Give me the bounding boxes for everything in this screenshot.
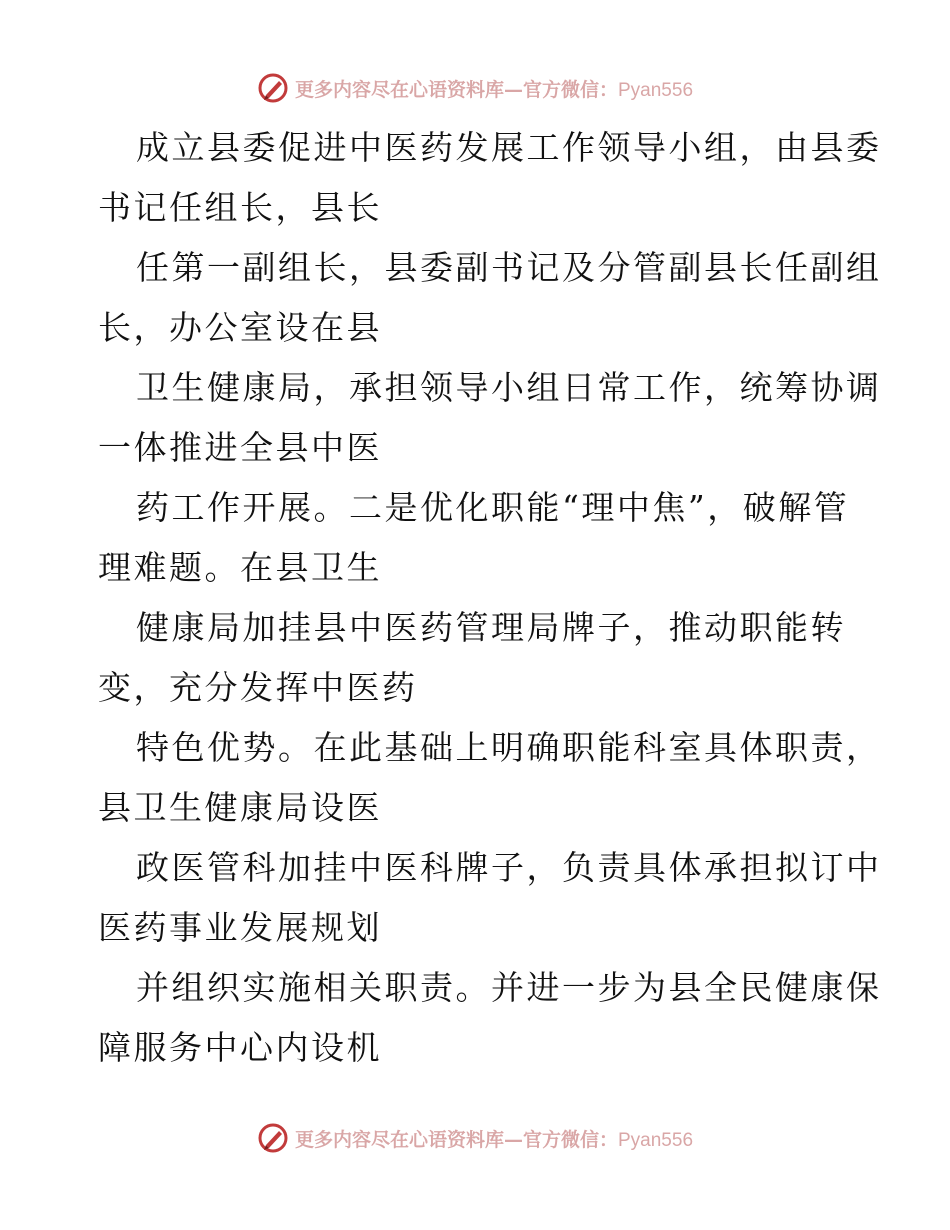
paragraph-line: 一体推进全县中医 <box>98 428 382 467</box>
paragraph-3 <box>98 358 882 478</box>
document-body <box>98 118 882 1078</box>
paragraph-line: 卫生健康局，承担领导小组日常工作，统筹协调 <box>136 368 882 407</box>
paragraph-5 <box>98 598 858 718</box>
paragraph-line: 变，充分发挥中医药 <box>98 668 418 707</box>
paragraph-line: 并组织实施相关职责。并进一步为县全民健康保 <box>136 968 882 1007</box>
paragraph-8 <box>98 958 882 1078</box>
paragraph-line: 药工作开展。二是优化职能“理中焦”，破解管 <box>136 488 850 527</box>
watermark-text: 更多内容尽在心语资料库—官方微信：Pyan556 <box>294 1128 694 1151</box>
paragraph-line: 健康局加挂县中医药管理局牌子，推动职能转 <box>136 608 846 647</box>
footer-watermark <box>0 1122 950 1154</box>
paragraph-line: 成立县委促进中医药发展工作领导小组，由县委 <box>136 128 882 167</box>
header-watermark <box>0 72 950 104</box>
paragraph-line: 县卫生健康局设医 <box>98 788 382 827</box>
paragraph-4 <box>98 478 858 598</box>
paragraph-1 <box>98 118 882 238</box>
paragraph-line: 书记任组长，县长 <box>98 188 382 227</box>
paragraph-2 <box>98 238 882 358</box>
paragraph-line: 任第一副组长，县委副书记及分管副县长任副组 <box>136 248 882 287</box>
paragraph-line: 政医管科加挂中医科牌子，负责具体承担拟订中 <box>136 848 882 887</box>
paragraph-line: 医药事业发展规划 <box>98 908 382 947</box>
pen-logo-icon <box>257 1122 289 1154</box>
paragraph-line: 障服务中心内设机 <box>98 1028 382 1067</box>
paragraph-line: 理难题。在县卫生 <box>98 548 382 587</box>
paragraph-7 <box>98 838 882 958</box>
watermark-text: 更多内容尽在心语资料库—官方微信：Pyan556 <box>294 78 694 101</box>
pen-logo-icon <box>257 72 289 104</box>
paragraph-6 <box>98 718 882 838</box>
paragraph-line: 特色优势。在此基础上明确职能科室具体职责， <box>136 728 882 767</box>
paragraph-line: 长，办公室设在县 <box>98 308 382 347</box>
